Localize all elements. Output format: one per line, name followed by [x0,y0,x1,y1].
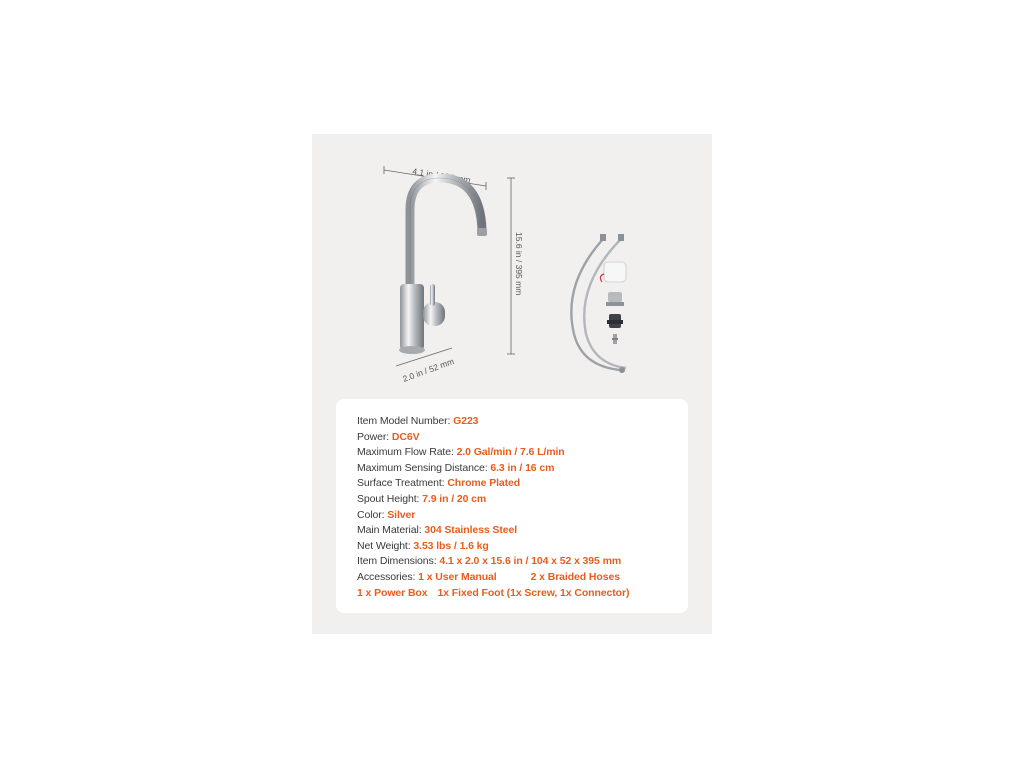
spec-accessories-continued: 1 x Power Box 1x Fixed Foot (1x Screw, 1x Connector) [357,586,630,599]
spec-item-dimensions: Item Dimensions: 4.1 x 2.0 x 15.6 in / 104 x 52 x 395 mm [357,555,622,568]
spec-model: Item Model Number: G223 [357,415,479,427]
base-dimension [396,348,455,384]
base-dimension-label: 2.0 in / 52 mm [401,356,456,384]
product-info-panel [312,134,712,634]
faucet-icon [399,178,487,354]
specifications-list [357,414,687,601]
spec-flow-rate: Maximum Flow Rate: 2.0 Gal/min / 7.6 L/min [357,446,565,459]
spec-spout-height: Spout Height: 7.9 in / 20 cm [357,492,487,505]
spec-surface-treatment: Surface Treatment: Chrome Plated [357,477,521,490]
faucet-illustration [312,134,712,394]
power-box-icon [600,262,626,282]
spec-power: Power: DC6V [357,430,420,443]
height-dimension-label: 15.6 in / 395 mm [514,232,524,296]
height-dimension [507,178,524,354]
fixed-foot-icon [606,292,624,344]
spec-color: Color: Silver [357,508,416,521]
spec-main-material: Main Material: 304 Stainless Steel [357,524,518,537]
specifications-card [336,399,688,613]
spec-accessories: Accessories: 1 x User Manual 2 x Braided Hoses [357,570,620,583]
width-dimension-label: 4.1 in / 104 mm [411,166,472,186]
spec-net-weight: Net Weight: 3.53 lbs / 1.6 kg [357,539,489,552]
spec-sensing-distance: Maximum Sensing Distance: 6.3 in / 16 cm [357,461,555,474]
